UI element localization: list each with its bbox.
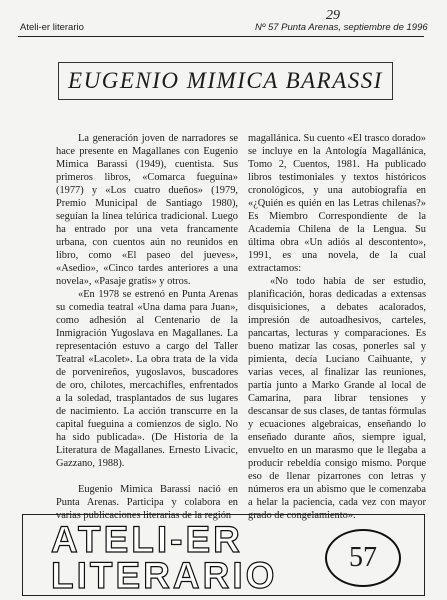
masthead-banner [22, 514, 425, 596]
left-column [56, 132, 238, 522]
title-box [58, 62, 393, 100]
banner-line-2: LITERARIO [51, 555, 278, 596]
banner-line-1: ATELI-ER [51, 519, 243, 560]
paragraph: La generación joven de narradores se hace presente en Magallanes con Eugenio Mimica Barassi (1949), cuentista. Sus primeros libros, «Comarca fueguina» (1977) y «Los cuatro dueños» (1979, Premio Municipal de Santiago 1980), seguían la línea telúrica tradicional. Luego ha entrado por una veta francamente urbana, con cuentos aún no reunidos en libro, como «El paseo del jueves», «Asedio», «Cinco tardes anteriores a una novela», «Pasaje gratis» y otros. [56, 133, 238, 287]
paragraph: «En 1978 se estrenó en Punta Arenas su comedia teatral «Una dama para Juan», como adhesión al Centenario de la Inmigración Yugoslava en Magallanes. La representación estuvo a cargo del Taller Teatral «Lacolet». La obra trata de la vida de porvenireños, yugoslavos, buscadores de oro, chilotes, mercachifles, enfrentados a la soledad, trasplantados de sus lugares de nacimiento. La acción transcurre en la capital fueguina a comienzos de siglo. No ha sido publicada». (De Historia de la Literatura de Magallanes. Ernesto Livacic, Gazzano, 1988). [56, 289, 238, 469]
header-right-label: Nº 57 Punta Arenas, septiembre de 1996 [255, 22, 428, 33]
article-title: EUGENIO MIMICA BARASSI [68, 68, 383, 93]
paragraph: «No todo había de ser estudio, planificación, horas dedicadas a extensas disquisiciones, a debates acalorados, impresión de autoadhesivos, carteles, pancartas, lecturas y comparaciones. Es bueno matizar las cosas, ponerles sal y pimienta, decía Luciano Caihuante, y varias veces, al finalizar las reuniones, partía junto a Marko Grande al local de Camarina, para librar tensiones y descansar de sus clases, de tantas fórmulas y ecuaciones algebraicas, enseñando lo enseñado durante años, siempre igual, envuelto en un marasmo que le llegaba a producir rebeldía consigo mismo. Porque eso de llenar pizarrones con letras y números era un abismo que le comenzaba a helar la paciencia, cada vez con mayor grado de congelamiento». [248, 276, 426, 521]
header-rule [18, 36, 424, 37]
paragraph: Eugenio Mimica Barassi nació en Punta Arenas. Participa y colabora en varias publicaciones literarias de la región [56, 484, 238, 521]
right-column [248, 132, 426, 522]
paragraph: magallánica. Su cuento «El trasco dorado» se incluye en la Antología Magallánica, Tomo 2, Cuentos, 1981. Ha publicado libros testimoniales y textos históricos cronológicos, y una autobiografía en «¿Quién es quién en las Letras chilenas?» Es Miembro Correspondiente de la Academia Chilena de la Lengua. Su última obra «Un adiós al descontento», 1991, es una novela, de la cual extractamos: [248, 133, 426, 274]
handwritten-page-number: 29 [326, 8, 340, 23]
issue-badge: 57 [325, 529, 401, 587]
header-left-label: Ateli-er literario [20, 22, 84, 33]
